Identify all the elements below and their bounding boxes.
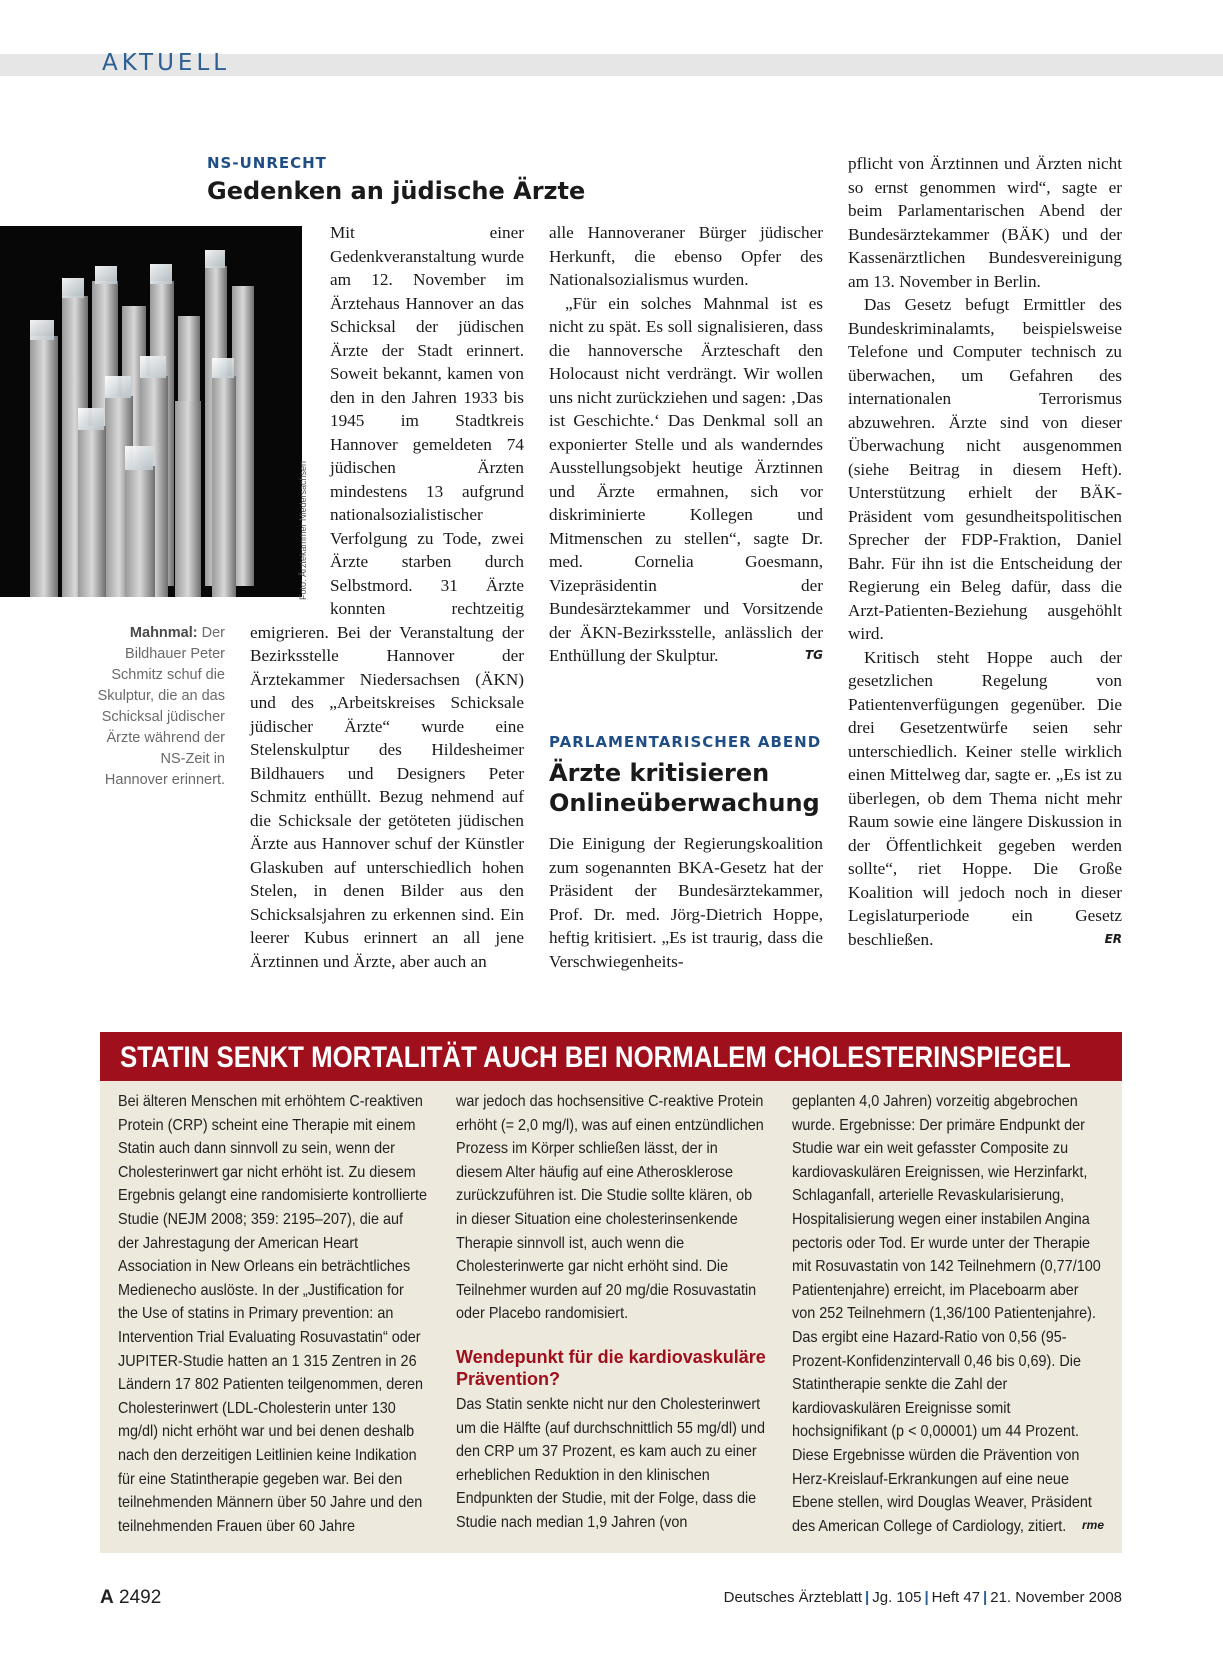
caption-label: Mahnmal: <box>129 625 198 641</box>
footer-meta: Deutsches Ärzteblatt | Jg. 105 | Heft 47 | 21. November 2008 <box>723 1589 1122 1606</box>
page-number <box>100 1587 161 1609</box>
article1-title: Gedenken an jüdische Ärzte <box>207 177 586 205</box>
box-subheading: Wendepunkt für die kardiovaskuläre Prävention? <box>456 1346 766 1389</box>
article2-kicker: PARLAMENTARISCHER ABEND <box>549 733 822 751</box>
box-col3-text: geplanten 4,0 Jahren) vorzeitig abgebrochen wurde. Ergebnisse: Der primäre Endpunkt der Studie war ein weit gefasster Composite zu kardiovaskulären Ereignissen, wie Herzinfarkt, Schlaganfall, arterielle Revaskularisierung, Hospitalisierung wegen einer instabilen Angina pectoris oder Tod. Er wurde unter der Therapie mit Rosuvastatin von 142 Teilnehmern (0,77/100 Patientenjahre) erreicht, im Placeboarm aber von 252 Teilnehmern (1,36/100 Patientenjahre). Das ergibt eine Hazard-Ratio von 0,56 (95-Prozent-Konfidenzintervall 0,46 bis 0,69). Die Statintherapie senkte die Zahl der kardiovaskulären Ereignisse somit hochsignifikant (p < 0,00001) um 44 Prozent. Diese Ergebnisse würden die Prävention von Herz-Kreislauf-Erkrankungen auf eine neue Ebene stellen, wird Douglas Weaver, Präsident des American College of Cardiology, zitiert. <box>792 1093 1101 1535</box>
statin-box-title-bar <box>100 1032 1122 1081</box>
article1-col2-p2: „Für ein solches Mahnmal ist es nicht zu spät. Es soll signalisieren, dass die hannoversche Ärzteschaft den Holocaust nicht verdrängt. Wir wollen uns nicht zurückziehen und sagen: ‚Das ist Geschichte.‘ Das Denkmal soll an exponierter Stelle und als wanderndes Ausstellungsobjekt heutige Ärztinnen und Ärzte ermahnen, sich vor diskriminierte Kollegen und Mitmenschen zu stellen“, sagte Dr. med. Cornelia Goesmann, Vizepräsidentin der Bundesärztekammer und Vorsitzende der ÄKN-Bezirksstelle, anlässlich der Enthüllung der Skulptur. <box>549 293 823 665</box>
caption-text: Der Bildhauer Peter Schmitz schuf die Skulptur, die an das Schicksal jüdischer Ärzte während der NS-Zeit in Hannover erinnert. <box>97 625 225 788</box>
statin-box-title: STATIN SENKT MORTALITÄT AUCH BEI NORMALEM CHOLESTERINSPIEGEL <box>120 1041 1071 1074</box>
article2-column3 <box>848 152 1122 951</box>
article2-title-line1: Ärzte kritisieren <box>549 759 770 787</box>
article1-col2-p1: alle Hannoveraner Bürger jüdischer Herkunft, die ebenso Opfer des Nationalsozialismus wurden. <box>549 223 823 289</box>
article1-col1-text: Mit einer Gedenkveranstaltung wurde am 12. November im Ärztehaus Hannover an das Schicksal der jüdischen Ärzte der Stadt erinnert. Soweit bekannt, kamen von den in den Jahren 1933 bis 1945 im Stadtkreis Hannover gemeldeten 74 jüdischen Ärzten mindestens 13 aufgrund nationalsozialistischer Verfolgung zu Tode, zwei Ärzte starben durch Selbstmord. 31 Ärzte konnten rechtzeitig emigrieren. Bei der Veranstaltung der Bezirksstelle Hannover der Ärztekammer Niedersachsen (ÄKN) und des „Arbeitskreises Schicksale jüdischer Ärzte“ wurde eine Stelenskulptur des Hildesheimer Bildhauers und Designers Peter Schmitz enthüllt. Bezug nehmend auf die Schicksale der getöteten jüdischen Ärzte aus Hannover schuf der Künstler Glaskuben auf unterschiedlich hohen Stelen, in denen Bilder aus den Schicksalsjahren zu erkennen sind. Ein leerer Kubus erinnert an all jene Ärztinnen und Ärzte, aber auch an <box>250 223 524 971</box>
box-col2-p1: war jedoch das hochsensitive C-reaktive Protein erhöht (= 2,0 mg/l), was auf einen entzündlichen Prozess im Körper schließen lässt, der in diesem Alter häufig auf eine Atherosklerose zurückzuführen ist. Die Studie sollte klären, ob in dieser Situation eine cholesterinsenkende Therapie sinnvoll ist, auch wenn die Cholesterinwerte gar nicht erhöht sind. Die Teilnehmer wurden auf 20 mg/die Rosuvastatin oder Placebo randomisiert. <box>456 1093 764 1323</box>
journal-volume: Jg. 105 <box>872 1589 922 1606</box>
page-number-value: 2492 <box>119 1587 162 1608</box>
article2-title <box>549 758 820 818</box>
journal-name: Deutsches Ärzteblatt <box>723 1589 863 1606</box>
journal-issue: Heft 47 <box>931 1589 981 1606</box>
article2-col3-p2: Das Gesetz befugt Ermittler des Bundeskriminalamts, beispielsweise Telefone und Computer technisch zu überwachen, um Gefahren des internationalen Terrorismus abzuwehren. Ärzte sind von dieser Überwachung nicht ausgenommen (siehe Beitrag in diesem Heft). Unterstützung erhielt der BÄK-Präsident vom gesundheitspolitischen Sprecher der FDP-Fraktion, Daniel Bahr. Für ihn ist die Entscheidung der Regierung ein Beleg dafür, dass die Arzt-Patienten-Beziehung ausgehöhlt wird. <box>848 295 1122 643</box>
box-signature: rme <box>1082 1518 1105 1532</box>
box-column2 <box>456 1090 766 1535</box>
article1-signature: TG <box>804 648 823 662</box>
article1-kicker: NS-UNRECHT <box>207 154 327 172</box>
article2-signature: ER <box>1104 931 1122 946</box>
article2-column2 <box>549 832 823 973</box>
article2-col2-text: Die Einigung der Regierungskoalition zum sogenannten BKA-Gesetz hat der Präsident der Bundesärztekammer, Prof. Dr. med. Jörg-Dietrich Hoppe, heftig kritisiert. „Es ist traurig, dass die Verschwiegenheits- <box>549 834 823 971</box>
page-letter: A <box>100 1587 114 1608</box>
article1-column1 <box>250 221 524 973</box>
box-col1-text: Bei älteren Menschen mit erhöhtem C-reaktiven Protein (CRP) scheint eine Therapie mit einem Statin auch dann sinnvoll zu sein, wenn der Cholesterinwert gar nicht erhöht ist. Zu diesem Ergebnis gelangt eine randomisierte kontrollierte Studie (NEJM 2008; 359: 2195–207), die auf der Jahrestagung der American Heart Association in New Orleans ein beträchtliches Medienecho auslöste. In der „Justification for the Use of statins in Primary prevention: an Intervention Trial Evaluating Rosuvastatin“ oder JUPITER-Studie hatten an 1 315 Zentren in 26 Ländern 17 802 Patienten teilgenommen, deren Cholesterinwert (LDL-Cholesterin unter 130 mg/dl) nicht erhöht war und bei denen deshalb nach den derzeitigen Leitlinien keine Indikation für eine Statintherapie gegeben war. Bei den teilnehmenden Männern über 50 Jahre und den teilnehmenden Frauen über 60 Jahre <box>118 1093 427 1535</box>
box-col2-p2: Das Statin senkte nicht nur den Cholesterinwert um die Hälfte (auf durchschnittlich 55 mg/dl) und den CRP um 37 Prozent, es kam auch zu einer erheblichen Reduktion in den klinischen Endpunkten der Studie, mit der Folge, dass die Studie nach median 1,9 Jahren (von <box>456 1395 765 1531</box>
photo-credit: Foto: Ärztekammer Niedersachsen <box>298 460 308 600</box>
article2-col3-p1: pflicht von Ärztinnen und Ärzten nicht so ernst genommen wird“, sagte er beim Parlamentarischen Abend der Bundesärztekammer (BÄK) und der Kassenärztlichen Bundesvereinigung am 13. November in Berlin. <box>848 154 1122 291</box>
article2-col3-p3: Kritisch steht Hoppe auch der gesetzlichen Regelung von Patientenverfügungen gegenüber. Die drei Gesetzentwürfe seien sehr unterschiedlich. Keiner stelle wirklich einen Mittelweg dar, sagte er. „Es ist zu überlegen, ob dem Thema nicht mehr Raum sowie eine längere Diskussion in der Öffentlichkeit gegeben werden sollte“, riet Hoppe. Die Große Koalition will jedoch noch in dieser Legislaturperiode ein Gesetz beschließen. <box>848 647 1122 949</box>
journal-date: 21. November 2008 <box>990 1589 1122 1606</box>
article2-title-line2: Onlineüberwachung <box>549 789 820 817</box>
box-column3 <box>792 1090 1105 1538</box>
box-column1 <box>118 1090 428 1538</box>
photo-caption <box>95 623 225 791</box>
section-label: AKTUELL <box>102 50 231 76</box>
article1-column2 <box>549 221 823 668</box>
